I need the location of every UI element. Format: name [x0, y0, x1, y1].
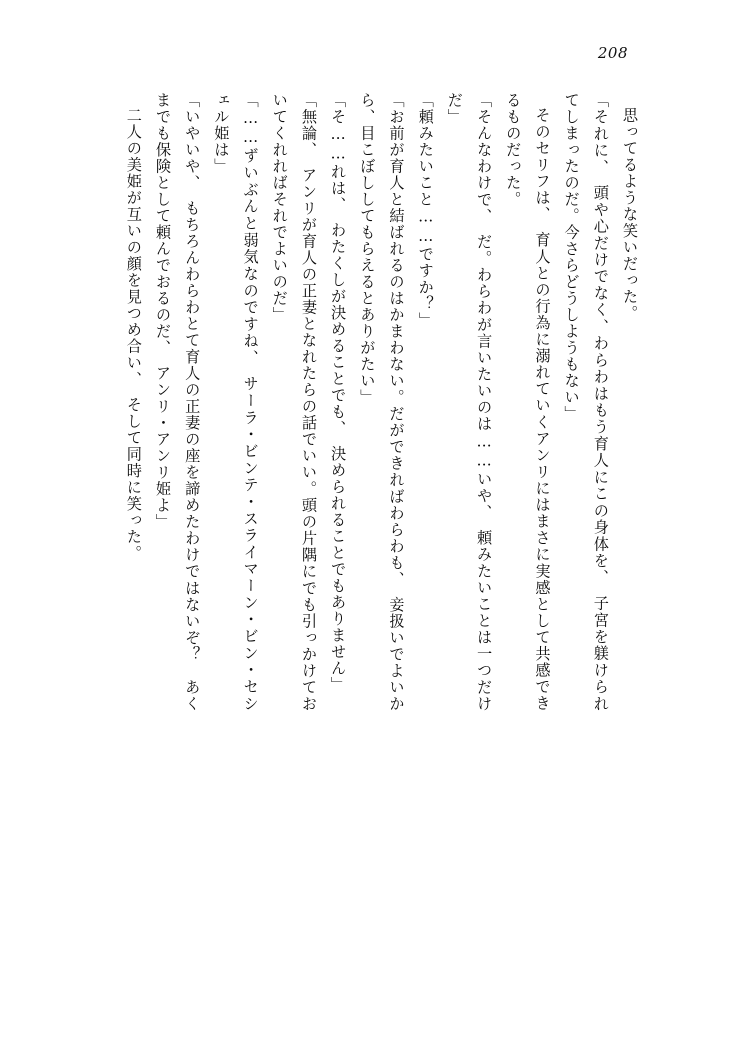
paragraph: 「頼みたいこと……ですか？」 — [416, 92, 435, 329]
vertical-text-body — [92, 92, 644, 712]
paragraph: 二人の美姫が互いの顔を見つめ合い、 そして同時に笑った。 — [124, 107, 143, 562]
paragraph: 「無論、 アンリが育人の正妻となれたらの話でいい。頭の片隅にでも引っかけておいてくれればそれでよいのだ」 — [270, 92, 318, 712]
paragraph: 「それに、 頭や心だけでなく、わらわはもう育人にこの身体を、 子宮を躾けられてしまったのだ。今さらどうしようもない」 — [562, 92, 610, 712]
paragraph: 「……ずいぶんと弱気なのですね、 サーラ・ビンテ・スライマーン・ビン・セシェル姫は」 — [212, 92, 260, 712]
paragraph: 思ってるような笑いだった。 — [621, 107, 639, 322]
paragraph: 「そんなわけで、 だ。わらわが言いたいのは……いや、 頼みたいことは一つだけだ」 — [445, 92, 494, 712]
paragraph: 「いやいや、 もちろんわらわとて育人の正妻の座を諦めたわけではないぞ？ あくまでも保険として頼んでおるのだ、 アンリ・アンリ姫よ」 — [154, 92, 202, 712]
page-number: 208 — [597, 44, 628, 62]
paragraph: そのセリフは、 育人との行為に溺れていくアンリにはまさに実感として共感できるものだった。 — [504, 92, 552, 712]
paragraph: 「そ……れは、 わたくしが決めることでも、 決められることでもありません」 — [329, 92, 348, 693]
paragraph: 「お前が育人と結ばれるのはかまわない。だができればわらわも、 妾扱いでよいから、目こぼししてもらえるとありがたい」 — [358, 92, 406, 712]
